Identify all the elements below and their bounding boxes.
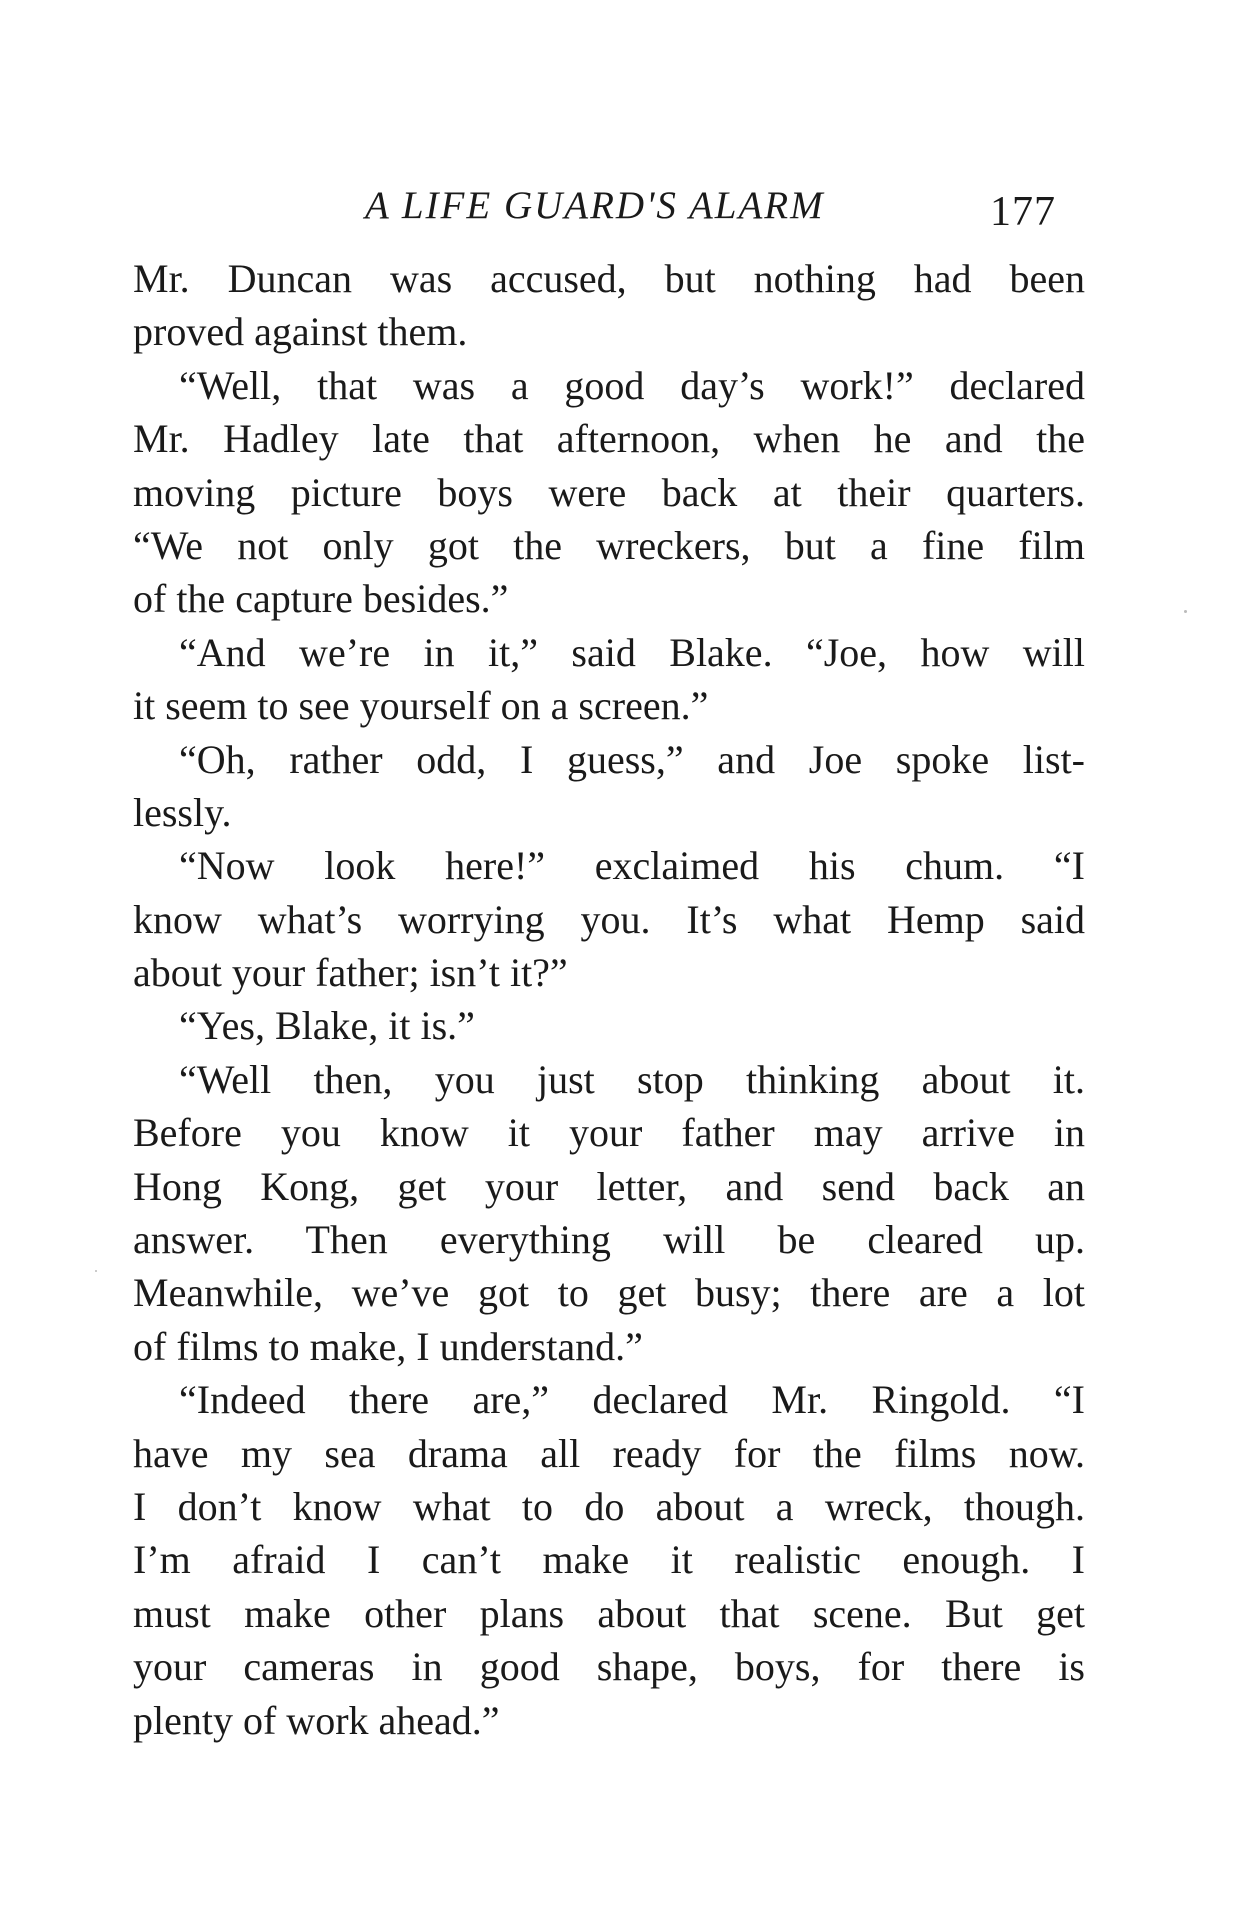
text-line: Mr. Hadley late that afternoon, when he and the — [133, 416, 1085, 462]
body-text — [133, 252, 1085, 1747]
text-line: about your father; isn’t it?” — [133, 950, 568, 996]
text-line: “We not only got the wreckers, but a fine film — [133, 522, 1085, 568]
text-line: Before you know it your father may arrive in — [133, 1110, 1085, 1156]
text-line: Hong Kong, get your letter, and send back an — [133, 1163, 1085, 1209]
text-line: “And we’re in it,” said Blake. “Joe, how will — [179, 629, 1085, 675]
text-line: must make other plans about that scene. But get — [133, 1590, 1085, 1636]
text-line: I’m afraid I can’t make it realistic enough. I — [133, 1537, 1085, 1583]
paper-speck — [1184, 610, 1187, 613]
running-head — [0, 176, 1250, 236]
text-line: I don’t know what to do about a wreck, though. — [133, 1483, 1085, 1529]
running-title: A LIFE GUARD'S ALARM — [365, 184, 825, 227]
text-line: “Well then, you just stop thinking about it. — [179, 1056, 1085, 1102]
text-line: “Now look here!” exclaimed his chum. “I — [179, 843, 1085, 889]
text-line: know what’s worrying you. It’s what Hemp said — [133, 896, 1085, 942]
text-line: moving picture boys were back at their quarters. — [133, 469, 1085, 515]
text-line: “Yes, Blake, it is.” — [179, 1003, 475, 1049]
paper-speck — [95, 1270, 97, 1272]
text-line: proved against them. — [133, 309, 468, 355]
text-line: your cameras in good shape, boys, for there is — [133, 1644, 1085, 1690]
text-line: plenty of work ahead.” — [133, 1697, 500, 1743]
text-line: have my sea drama all ready for the films now. — [133, 1430, 1085, 1476]
text-line: lessly. — [133, 789, 232, 835]
text-line: Mr. Duncan was accused, but nothing had been — [133, 256, 1085, 301]
text-line: “Oh, rather odd, I guess,” and Joe spoke list- — [179, 736, 1085, 782]
text-line: “Well, that was a good day’s work!” declared — [179, 362, 1085, 408]
text-line: of the capture besides.” — [133, 576, 509, 622]
text-line: “Indeed there are,” declared Mr. Ringold. “I — [179, 1377, 1085, 1423]
text-line: Meanwhile, we’ve got to get busy; there are a lot — [133, 1270, 1085, 1316]
text-line: answer. Then everything will be cleared up. — [133, 1217, 1085, 1263]
text-line: of films to make, I understand.” — [133, 1323, 643, 1369]
text-line: it seem to see yourself on a screen.” — [133, 683, 709, 729]
page-number: 177 — [990, 189, 1056, 235]
